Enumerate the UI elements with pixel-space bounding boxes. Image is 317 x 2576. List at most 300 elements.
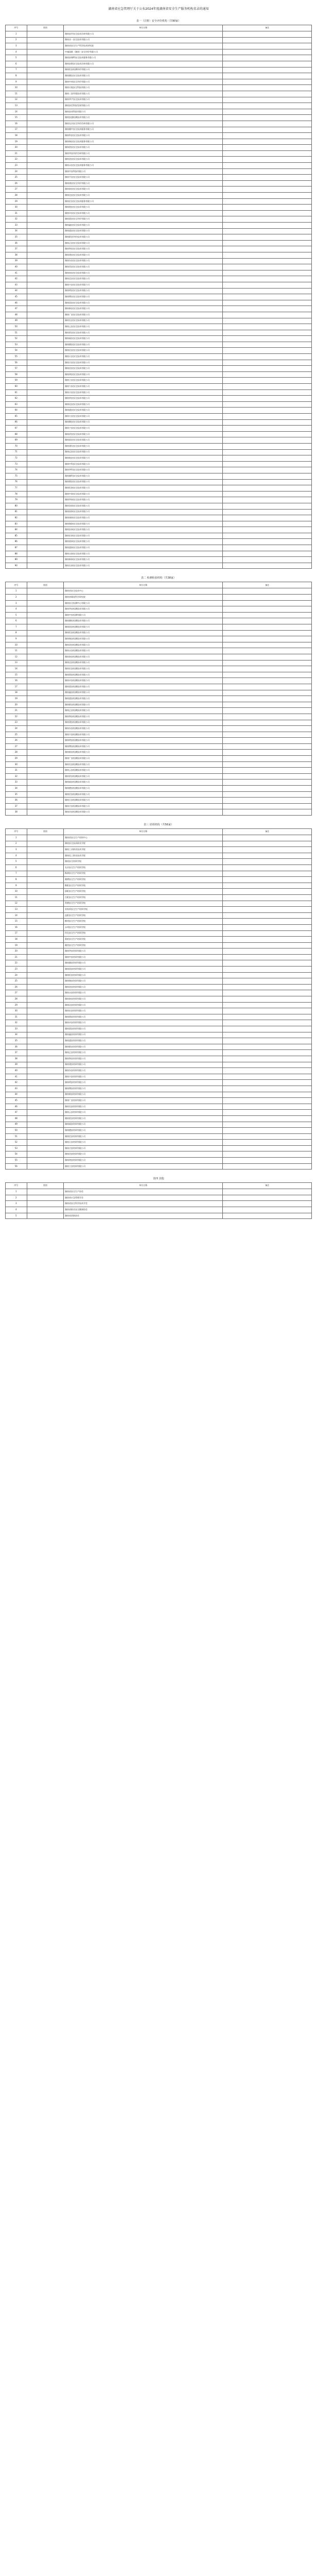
cell-no: 19 (6, 696, 27, 702)
cell-note (223, 1020, 312, 1026)
institution-table (5, 828, 312, 1170)
cell-note (223, 103, 312, 109)
cell-name: 湖南省安全科学技术学会 (64, 1201, 223, 1207)
cell-no: 18 (6, 690, 27, 696)
cell-no: 27 (6, 990, 27, 996)
table-row (6, 115, 312, 121)
cell-name: 湖南和安检测技术有限公司 (64, 714, 223, 720)
table-row (6, 654, 312, 660)
table-row (6, 600, 312, 606)
table-row (6, 942, 312, 948)
cell-category (27, 491, 63, 497)
cell-no: 84 (6, 527, 27, 533)
cell-note (223, 1074, 312, 1080)
cell-no: 26 (6, 738, 27, 744)
section-title: 表二 检测检验机构（共38家） (141, 577, 176, 580)
table-row (6, 889, 312, 895)
cell-category (27, 773, 63, 779)
cell-note (223, 324, 312, 330)
table-row (6, 145, 312, 151)
table-row (6, 282, 312, 288)
institution-table (5, 25, 312, 569)
cell-name: 湖南联安检测技术有限公司 (64, 702, 223, 708)
cell-note (223, 491, 312, 497)
cell-no: 6 (6, 618, 27, 624)
cell-no: 88 (6, 551, 27, 557)
cell-note (223, 431, 312, 437)
table-row (6, 43, 312, 49)
document-page (0, 0, 317, 1229)
cell-category (27, 937, 63, 943)
cell-category (27, 835, 63, 841)
cell-note (223, 61, 312, 67)
cell-no: 30 (6, 1008, 27, 1014)
cell-name: 湖南恒安检测技术有限公司 (64, 630, 223, 636)
section-title: 表一（注册）安全评价机构（共90家） (136, 20, 181, 23)
cell-category (27, 618, 63, 624)
cell-category (27, 73, 63, 79)
cell-note (223, 654, 312, 660)
table-row (6, 503, 312, 509)
cell-name: 湖南瑞安安全技术服务有限公司 (64, 139, 223, 145)
cell-note (223, 127, 312, 133)
cell-category (27, 1140, 63, 1146)
cell-no: 5 (6, 859, 27, 865)
cell-name: 湖南恒安培训有限公司 (64, 972, 223, 978)
table-row (6, 714, 312, 720)
cell-note (223, 205, 312, 211)
cell-category (27, 509, 63, 515)
header-category: 类别 (27, 25, 63, 31)
cell-no: 50 (6, 1128, 27, 1134)
cell-no: 17 (6, 684, 27, 690)
cell-note (223, 1115, 312, 1122)
cell-name: 湖南长安安全技术有限公司 (64, 318, 223, 324)
cell-name: 湖南福安安全技术有限公司 (64, 336, 223, 342)
table-row (6, 389, 312, 396)
cell-category (27, 318, 63, 324)
table-row (6, 912, 312, 919)
table-row (6, 551, 312, 557)
cell-note (223, 636, 312, 642)
cell-name: 湖南天安检测技术有限公司 (64, 798, 223, 804)
table-row (6, 103, 312, 109)
cell-category (27, 545, 63, 551)
cell-no: 37 (6, 246, 27, 252)
table-row (6, 588, 312, 595)
cell-no: 8 (6, 73, 27, 79)
cell-category (27, 150, 63, 157)
cell-category (27, 1201, 63, 1207)
cell-no: 21 (6, 954, 27, 960)
cell-name: 湖南省职业安全健康协会 (64, 1207, 223, 1213)
cell-note (223, 791, 312, 798)
cell-note (223, 1008, 312, 1014)
cell-note (223, 198, 312, 205)
cell-category (27, 1032, 63, 1038)
cell-category (27, 743, 63, 750)
cell-category (27, 624, 63, 631)
cell-no: 38 (6, 252, 27, 258)
cell-name: 湖南宏安检测技术有限公司 (64, 666, 223, 672)
cell-category (27, 449, 63, 455)
cell-note (223, 972, 312, 978)
cell-name: 湖南省煤炭科学研究院 (64, 595, 223, 601)
cell-category (27, 419, 63, 426)
cell-note (223, 1151, 312, 1158)
table-row (6, 1189, 312, 1195)
cell-note (223, 73, 312, 79)
cell-category (27, 43, 63, 49)
cell-note (223, 91, 312, 97)
cell-no: 59 (6, 378, 27, 384)
cell-note (223, 756, 312, 762)
cell-name: 湖南嘉安安全评价有限公司 (64, 216, 223, 223)
cell-note (223, 419, 312, 426)
table-row (6, 1014, 312, 1020)
cell-note (223, 1158, 312, 1164)
cell-no: 9 (6, 636, 27, 642)
cell-no: 20 (6, 145, 27, 151)
table-row (6, 894, 312, 901)
cell-no: 37 (6, 803, 27, 809)
cell-note (223, 877, 312, 883)
cell-category (27, 907, 63, 913)
table-row (6, 672, 312, 678)
table-row (6, 743, 312, 750)
table-row (6, 954, 312, 960)
header-category: 类别 (27, 1183, 63, 1189)
table-row (6, 990, 312, 996)
cell-category (27, 521, 63, 527)
table-row (6, 1050, 312, 1056)
table-row (6, 539, 312, 545)
table-row (6, 690, 312, 696)
cell-no: 31 (6, 1014, 27, 1020)
cell-note (223, 49, 312, 55)
cell-name: 湖南康泰安全技术有限公司 (64, 515, 223, 521)
cell-no: 17 (6, 930, 27, 937)
cell-note (223, 401, 312, 408)
table-row (6, 1032, 312, 1038)
document-title: 湖南省应急管理厅关于公布2024年度湖南省安全生产服务机构名录的通知 (108, 7, 209, 11)
cell-category (27, 455, 63, 462)
cell-no: 81 (6, 509, 27, 515)
cell-note (223, 618, 312, 624)
cell-name: 湖南安全培训学校 (64, 859, 223, 865)
cell-note (223, 809, 312, 816)
cell-note (223, 803, 312, 809)
table-row (6, 187, 312, 193)
cell-name: 湖南鑫安检测技术有限公司 (64, 690, 223, 696)
cell-no: 15 (6, 919, 27, 925)
table-row (6, 1122, 312, 1128)
cell-category (27, 809, 63, 816)
cell-no: 4 (6, 853, 27, 859)
cell-note (223, 180, 312, 187)
cell-no: 27 (6, 743, 27, 750)
cell-category (27, 803, 63, 809)
cell-no: 27 (6, 187, 27, 193)
cell-note (223, 1163, 312, 1170)
cell-note (223, 798, 312, 804)
cell-category (27, 1189, 63, 1195)
cell-name: 湖南丰安安全技术有限公司 (64, 389, 223, 396)
cell-note (223, 984, 312, 990)
table-row (6, 630, 312, 636)
cell-no: 56 (6, 1163, 27, 1170)
table-row (6, 336, 312, 342)
cell-name: 湖南达安安全技术有限公司 (64, 193, 223, 199)
table-row (6, 732, 312, 738)
cell-no: 39 (6, 258, 27, 264)
cell-category (27, 270, 63, 276)
cell-category (27, 996, 63, 1003)
cell-no: 36 (6, 1044, 27, 1050)
cell-note (223, 1195, 312, 1201)
cell-note (223, 384, 312, 390)
cell-name: 湖南华宇安全技术有限公司 (64, 97, 223, 103)
cell-no: 28 (6, 996, 27, 1003)
cell-category (27, 127, 63, 133)
cell-category (27, 210, 63, 216)
cell-name: 湖南恒泰安全技术有限公司 (64, 485, 223, 492)
cell-category (27, 877, 63, 883)
cell-note (223, 175, 312, 181)
cell-no: 20 (6, 948, 27, 955)
cell-name: 湖南东安培训有限公司 (64, 1068, 223, 1074)
cell-category (27, 942, 63, 948)
cell-name: 长沙安全生产培训学校 (64, 865, 223, 871)
cell-no: 15 (6, 672, 27, 678)
cell-name: 湖南金安安全技术有限公司 (64, 157, 223, 163)
cell-note (223, 1098, 312, 1104)
cell-category (27, 1163, 63, 1170)
cell-category (27, 1056, 63, 1062)
cell-no: 54 (6, 1151, 27, 1158)
cell-category (27, 109, 63, 115)
table-row (6, 606, 312, 613)
table-row (6, 414, 312, 420)
cell-no: 9 (6, 883, 27, 889)
table-row (6, 924, 312, 930)
table-row (6, 1151, 312, 1158)
cell-category (27, 145, 63, 151)
cell-category (27, 684, 63, 690)
cell-no: 40 (6, 1068, 27, 1074)
cell-note (223, 264, 312, 270)
cell-note (223, 901, 312, 907)
table-row (6, 85, 312, 91)
cell-note (223, 1038, 312, 1044)
cell-name: 永州安全生产培训学校 (64, 924, 223, 930)
cell-name: 湖南宏泰安全技术有限公司 (64, 533, 223, 539)
cell-category (27, 919, 63, 925)
cell-category (27, 595, 63, 601)
table-row (6, 527, 312, 533)
cell-no: 48 (6, 1115, 27, 1122)
cell-category (27, 612, 63, 618)
cell-note (223, 306, 312, 312)
cell-note (223, 1104, 312, 1110)
cell-name: 湖南安泰安全技术有限公司 (64, 527, 223, 533)
cell-note (223, 996, 312, 1003)
cell-note (223, 732, 312, 738)
cell-name: 湖南兴安培训有限公司 (64, 1074, 223, 1080)
cell-no: 85 (6, 533, 27, 539)
cell-note (223, 485, 312, 492)
table-row (6, 726, 312, 732)
cell-no: 16 (6, 121, 27, 127)
cell-name: 湖南东安安全技术有限公司 (64, 258, 223, 264)
cell-note (223, 835, 312, 841)
cell-name: 湖南新安安全技术有限公司 (64, 306, 223, 312)
header-name: 单位名称 (64, 1183, 223, 1189)
cell-name: 邵阳安全生产培训学校 (64, 889, 223, 895)
cell-note (223, 509, 312, 515)
cell-name: 湖南明安安全技术有限公司 (64, 288, 223, 294)
cell-category (27, 889, 63, 895)
cell-name: 湖南吉安培训有限公司 (64, 1145, 223, 1151)
table-row (6, 324, 312, 330)
cell-no: 4 (6, 49, 27, 55)
cell-note (223, 539, 312, 545)
table-row (6, 708, 312, 714)
cell-category (27, 756, 63, 762)
cell-category (27, 672, 63, 678)
cell-no: 70 (6, 443, 27, 449)
cell-name: 湖南中科安全技术有限公司 (64, 461, 223, 467)
cell-name: 株洲安全生产培训学校 (64, 871, 223, 877)
table-row (6, 515, 312, 521)
cell-no: 1 (6, 835, 27, 841)
cell-no: 72 (6, 455, 27, 462)
cell-name: 湖南昌安检测技术有限公司 (64, 809, 223, 816)
table-row (6, 948, 312, 955)
cell-no: 76 (6, 479, 27, 485)
cell-name: 湖南湘中安全技术服务有限公司 (64, 127, 223, 133)
cell-no: 53 (6, 342, 27, 348)
cell-note (223, 624, 312, 631)
cell-category (27, 768, 63, 774)
cell-no: 23 (6, 163, 27, 169)
cell-note (223, 660, 312, 666)
cell-name: 湖南富安安全技术有限公司 (64, 437, 223, 444)
cell-note (223, 115, 312, 121)
cell-name: 湖南国安培训有限公司 (64, 967, 223, 973)
cell-no: 36 (6, 798, 27, 804)
cell-no: 9 (6, 79, 27, 85)
table-row (6, 396, 312, 402)
cell-note (223, 31, 312, 38)
cell-no: 42 (6, 276, 27, 282)
sections-container (5, 16, 312, 1223)
cell-name: 衡阳安全生产培训学校 (64, 883, 223, 889)
table-header-row (6, 829, 312, 835)
cell-category (27, 342, 63, 348)
cell-category (27, 485, 63, 492)
cell-category (27, 1213, 63, 1219)
cell-note (223, 109, 312, 115)
cell-name: 湖南景安安全技术有限公司 (64, 330, 223, 336)
cell-category (27, 853, 63, 859)
cell-no: 45 (6, 294, 27, 300)
cell-note (223, 371, 312, 378)
cell-note (223, 246, 312, 252)
cell-category (27, 588, 63, 595)
section-title: 表四 其他 (153, 1177, 164, 1181)
cell-name: 湖南联安评价技术有限公司 (64, 234, 223, 241)
table-row (6, 835, 312, 841)
cell-no: 5 (6, 55, 27, 61)
header-no: 序号 (6, 1183, 27, 1189)
cell-category (27, 606, 63, 613)
cell-no: 39 (6, 1062, 27, 1068)
cell-name: 湖南卓安培训有限公司 (64, 1020, 223, 1026)
cell-no: 61 (6, 389, 27, 396)
table-row (6, 509, 312, 515)
cell-category (27, 180, 63, 187)
cell-name: 湖南和安安全技术有限公司 (64, 246, 223, 252)
cell-name: 湖南安盛检测技术有限公司 (64, 115, 223, 121)
cell-note (223, 551, 312, 557)
cell-no: 51 (6, 1133, 27, 1140)
cell-name: 湖南省安全生产科学技术研究院 (64, 43, 223, 49)
cell-name: 湖南中安培训有限公司 (64, 954, 223, 960)
cell-category (27, 330, 63, 336)
section-spacer (5, 1219, 312, 1223)
cell-note (223, 720, 312, 726)
cell-no: 62 (6, 396, 27, 402)
table-row (6, 175, 312, 181)
cell-no: 17 (6, 127, 27, 133)
cell-category (27, 336, 63, 342)
table-row (6, 768, 312, 774)
cell-category (27, 252, 63, 258)
cell-note (223, 300, 312, 306)
header-no: 序号 (6, 25, 27, 31)
cell-name: 湖南昌安培训有限公司 (64, 1151, 223, 1158)
cell-note (223, 414, 312, 420)
cell-no: 14 (6, 666, 27, 672)
cell-name: 湖南吉安检测技术有限公司 (64, 803, 223, 809)
cell-name: 湖南云安检测技术有限公司 (64, 768, 223, 774)
cell-category (27, 786, 63, 792)
table-row (6, 67, 312, 73)
table-row (6, 1080, 312, 1086)
cell-name: 湖南润安培训有限公司 (64, 1014, 223, 1020)
cell-name: 湖南新安检测技术有限公司 (64, 750, 223, 756)
cell-no: 28 (6, 750, 27, 756)
cell-no: 18 (6, 937, 27, 943)
cell-note (223, 515, 312, 521)
table-row (6, 1128, 312, 1134)
cell-no: 42 (6, 1080, 27, 1086)
cell-name: 湖南福安检测技术有限公司 (64, 779, 223, 786)
cell-note (223, 1122, 312, 1128)
cell-note (223, 1133, 312, 1140)
cell-note (223, 228, 312, 234)
cell-note (223, 1207, 312, 1213)
cell-note (223, 312, 312, 318)
table-row (6, 1068, 312, 1074)
cell-note (223, 595, 312, 601)
cell-name: 湖南宏安安全技术服务有限公司 (64, 198, 223, 205)
cell-no: 13 (6, 103, 27, 109)
cell-category (27, 163, 63, 169)
cell-name: 湖南福安培训有限公司 (64, 1122, 223, 1128)
cell-category (27, 157, 63, 163)
